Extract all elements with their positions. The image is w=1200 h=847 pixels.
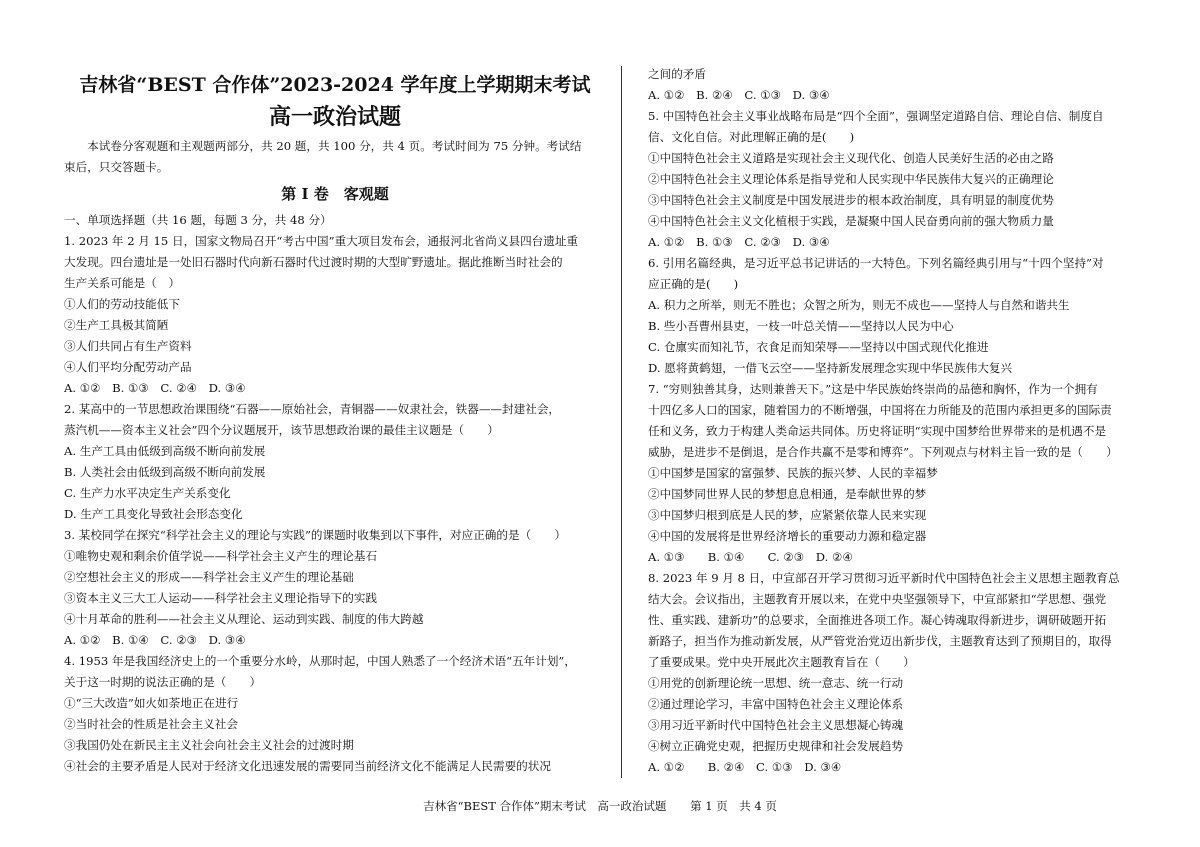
question-line: ③中国梦归根到底是人民的梦，应紧紧依靠人民来实现 bbox=[648, 508, 927, 522]
question-line: 7. “穷则独善其身，达则兼善天下。”这是中华民族始终崇尚的品德和胸怀，作为一个拥有 bbox=[648, 382, 1098, 396]
right-column bbox=[648, 64, 1140, 778]
question-line: ①中国特色社会主义道路是实现社会主义现代化、创造人民美好生活的必由之路 bbox=[648, 151, 1054, 165]
question-line: ②生产工具极其简陋 bbox=[64, 318, 169, 332]
question-line: ④树立正确党史观，把握历史规律和社会发展趋势 bbox=[648, 739, 904, 753]
question-line: A. ①② B. ②④ C. ①③ D. ③④ bbox=[648, 88, 830, 102]
question-line: ④中国特色社会主义文化植根于实践，是凝聚中国人民奋勇向前的强大物质力量 bbox=[648, 214, 1054, 228]
section-heading: 第 Ⅰ 卷 客观题 bbox=[281, 185, 389, 203]
question-line: 威胁，是进步不是倒退，是合作共赢不是零和博弈”。下列观点与材料主旨一致的是（ ） bbox=[648, 445, 1118, 459]
question-line: A. ①③ B. ①④ C. ②③ D. ②④ bbox=[648, 550, 853, 564]
question-line: ④十月革命的胜利——社会主义从理论、运动到实践、制度的伟大跨越 bbox=[64, 612, 424, 626]
question-line: C. 生产力水平决定生产关系变化 bbox=[64, 486, 231, 500]
intro-line: 本试卷分客观题和主观题两部分，共 20 题，共 100 分，共 4 页。考试时间为 75 分钟。考试结 bbox=[87, 139, 582, 153]
question-line: ②通过理论学习，丰富中国特色社会主义理论体系 bbox=[648, 697, 904, 711]
question-line: 新路子，担当作为推动新发展，从严管党治党迈出新步伐，主题教育达到了预期目的，取得 bbox=[648, 634, 1112, 648]
question-line: ①用党的创新理论统一思想、统一意志、统一行动 bbox=[648, 676, 904, 690]
question-line: 之间的矛盾 bbox=[648, 67, 706, 81]
exam-subtitle: 高一政治试题 bbox=[268, 104, 401, 130]
question-line: 8. 2023 年 9 月 8 日，中宣部召开学习贯彻习近平新时代中国特色社会主义思想主题教育总 bbox=[648, 571, 1120, 585]
question-line: 1. 2023 年 2 月 15 日，国家文物局召开“考古中国”重大项目发布会，通报河北省尚义县四台遗址重 bbox=[64, 234, 579, 248]
question-line: 信、文化自信。对此理解正确的是( ) bbox=[648, 130, 855, 144]
left-column bbox=[64, 64, 606, 777]
question-line: ③人们共同占有生产资料 bbox=[64, 339, 192, 353]
question-line: ③资本主义三大工人运动——科学社会主义理论指导下的实践 bbox=[64, 591, 378, 605]
question-line: ②中国梦同世界人民的梦想息息相通，是奉献世界的梦 bbox=[648, 487, 927, 501]
question-line: ④社会的主要矛盾是人民对于经济文化迅速发展的需要同当前经济文化不能满足人民需要的状况 bbox=[64, 759, 551, 773]
question-line: ③中国特色社会主义制度是中国发展进步的根本政治制度，具有明显的制度优势 bbox=[648, 193, 1054, 207]
footer-page-number: 第 1 页 共 4 页 bbox=[690, 799, 777, 813]
question-line: 5. 中国特色社会主义事业战略布局是“四个全面”，强调坚定道路自信、理论自信、制度自 bbox=[648, 109, 1104, 123]
question-line: B. 人类社会由低级到高级不断向前发展 bbox=[64, 465, 266, 479]
column-divider bbox=[621, 66, 622, 778]
question-line: A. ①② B. ②④ C. ①③ D. ③④ bbox=[648, 760, 842, 774]
question-line: ②空想社会主义的形成——科学社会主义产生的理论基础 bbox=[64, 570, 354, 584]
exam-title: 吉林省“BEST 合作体”2023-2024 学年度上学期期末考试 bbox=[79, 74, 591, 96]
question-line: ③用习近平新时代中国特色社会主义思想凝心铸魂 bbox=[648, 718, 904, 732]
question-line: 任和义务，致力于构建人类命运共同体。历史将证明“实现中国梦给世界带来的是机遇不是 bbox=[648, 424, 1107, 438]
question-line: ①唯物史观和剩余价值学说——科学社会主义产生的理论基石 bbox=[64, 549, 378, 563]
question-line: 大发现。四台遗址是一处旧石器时代向新石器时代过渡时期的大型旷野遗址。据此推断当时社会的 bbox=[64, 255, 563, 269]
question-line: 结大会。会议指出，主题教育开展以来，在党中央坚强领导下，中宣部紧扣“学思想、强党 bbox=[648, 592, 1107, 606]
question-line: ④人们平均分配劳动产品 bbox=[64, 360, 192, 374]
question-line: ①人们的劳动技能低下 bbox=[64, 297, 180, 311]
question-line: 3. 某校同学在探究“科学社会主义的理论与实践”的课题时收集到以下事件，对应正确的是（ ） bbox=[64, 528, 566, 542]
question-line: ①中国梦是国家的富强梦、民族的振兴梦、人民的幸福梦 bbox=[648, 466, 938, 480]
intro-line: 束后，只交答题卡。 bbox=[64, 160, 169, 174]
page-footer bbox=[0, 798, 1200, 814]
left-question-lines bbox=[64, 231, 606, 777]
question-line: 4. 1953 年是我国经济史上的一个重要分水岭，从那时起，中国人熟悉了一个经济术语“五年计划”， bbox=[64, 654, 576, 668]
question-line: D. 愿将黄鹤翅，一借飞云空——坚持新发展理念实现中华民族伟大复兴 bbox=[648, 361, 1013, 375]
question-line: 十四亿多人口的国家，随着国力的不断增强，中国将在力所能及的范围内承担更多的国际责 bbox=[648, 403, 1112, 417]
question-line: A. ①② B. ①④ C. ②③ D. ③④ bbox=[64, 633, 246, 647]
question-line: C. 仓廪实而知礼节，衣食足而知荣辱——坚持以中国式现代化推进 bbox=[648, 340, 989, 354]
question-line: 6. 引用名篇经典，是习近平总书记讲话的一大特色。下列名篇经典引用与“十四个坚持”对 bbox=[648, 256, 1104, 270]
question-line: ④中国的发展将是世界经济增长的重要动力源和稳定器 bbox=[648, 529, 927, 543]
question-line: 了重要成果。党中央开展此次主题教育旨在（ ） bbox=[648, 655, 915, 669]
question-line: ③我国仍处在新民主主义社会向社会主义社会的过渡时期 bbox=[64, 738, 354, 752]
question-line: B. 些小吾曹州县吏，一枝一叶总关情——坚持以人民为中心 bbox=[648, 319, 954, 333]
question-line: 关于这一时期的说法正确的是（ ） bbox=[64, 675, 262, 689]
question-line: ②中国特色社会主义理论体系是指导党和人民实现中华民族伟大复兴的正确理论 bbox=[648, 172, 1054, 186]
question-line: D. 生产工具变化导致社会形态变化 bbox=[64, 507, 243, 521]
question-line: 应正确的是( ) bbox=[648, 277, 739, 291]
question-line: ①“三大改造”如火如荼地正在进行 bbox=[64, 696, 239, 710]
question-line: A. 生产工具由低级到高级不断向前发展 bbox=[64, 444, 266, 458]
part-heading: 一、单项选择题（共 16 题，每题 3 分，共 48 分） bbox=[64, 213, 332, 227]
footer-exam-name: 吉林省“BEST 合作体”期末考试 高一政治试题 bbox=[423, 799, 667, 813]
question-line: 性、重实践、建新功”的总要求，全面推进各项工作。凝心铸魂取得新进步，调研破题开拓 bbox=[648, 613, 1107, 627]
question-line: 生产关系可能是（ ） bbox=[64, 276, 180, 290]
question-line: 2. 某高中的一节思想政治课围绕“石器——原始社会，青铜器——奴隶社会，铁器——封建社会， bbox=[64, 402, 561, 416]
question-line: A. ①② B. ①③ C. ②④ D. ③④ bbox=[64, 381, 246, 395]
question-line: 蒸汽机——资本主义社会”四个分议题展开，该节思想政治课的最佳主议题是（ ） bbox=[64, 423, 499, 437]
question-line: A. ①② B. ①③ C. ②③ D. ③④ bbox=[648, 235, 830, 249]
question-line: A. 积力之所举，则无不胜也；众智之所为，则无不成也——坚持人与自然和谐共生 bbox=[648, 298, 1070, 312]
right-question-lines bbox=[648, 64, 1140, 778]
question-line: ②当时社会的性质是社会主义社会 bbox=[64, 717, 238, 731]
